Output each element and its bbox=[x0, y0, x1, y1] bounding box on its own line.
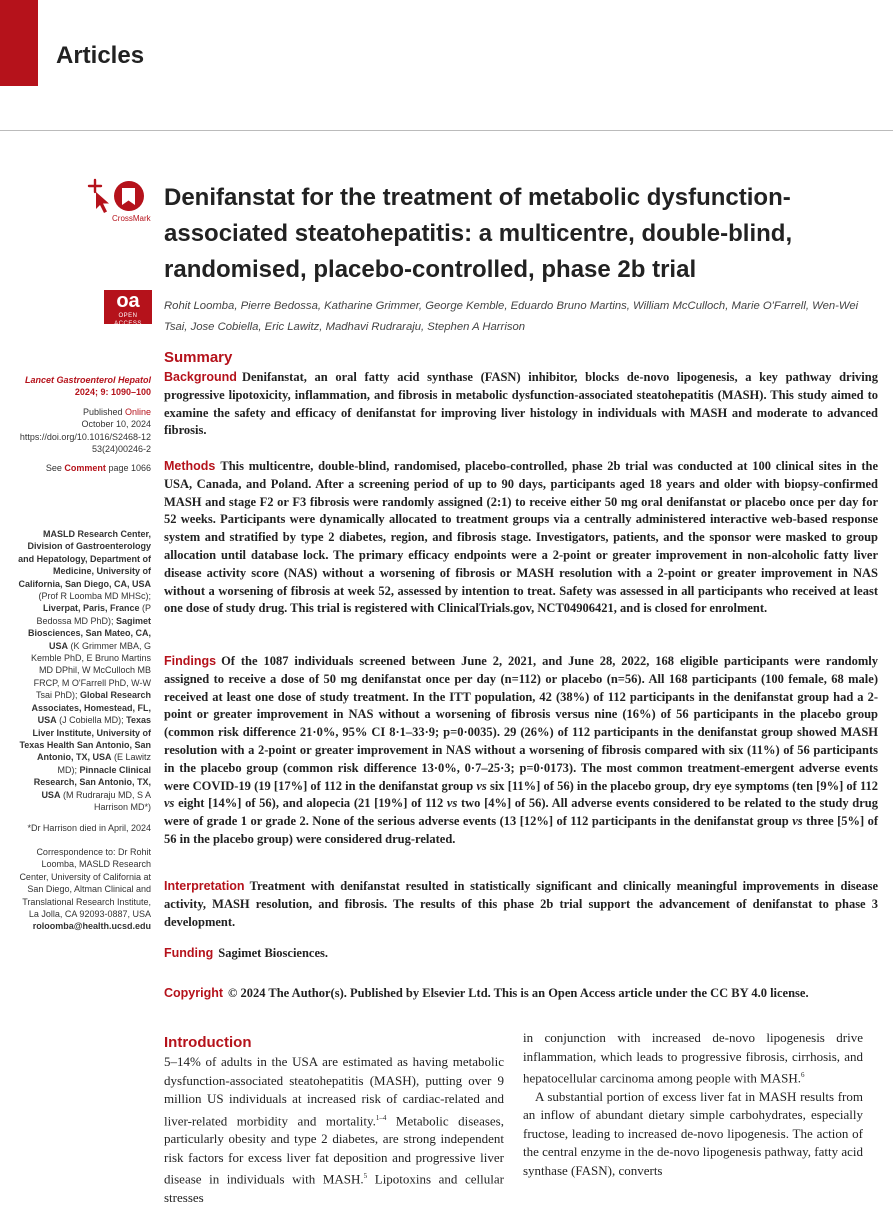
abstract-methods bbox=[164, 458, 878, 618]
findings-text-d: two [4%] of 56). All adverse events considered to be related to the study drug were of grade 1 or grade 2. None of the serious adverse events (13 [12%] of 112 participants in the denifanstat group bbox=[164, 796, 878, 829]
open-access-short: oa bbox=[116, 290, 140, 312]
see-prefix: See bbox=[45, 463, 62, 474]
comment-page: page 1066 bbox=[108, 463, 151, 474]
introduction-heading: Introduction bbox=[164, 1034, 252, 1051]
copyright-label: Copyright bbox=[164, 986, 224, 1000]
findings-text-b: six [11%] of 56) in the placebo group, dry eye symptoms (ten [9%] of 112 bbox=[489, 778, 879, 793]
intro-column-left bbox=[164, 1053, 504, 1208]
intro-paragraph-2 bbox=[523, 1029, 863, 1088]
affiliation-5-people: (E Lawitz MD); bbox=[57, 752, 151, 775]
sidebar-citation bbox=[18, 374, 151, 482]
methods-text: This multicentre, double-blind, randomised, placebo-controlled, phase 2b trial was conducted at 100 clinical sites in the USA, Canada, and Poland. After a screening period of up to 90 days, participants aged 18 years and older with biopsy-confirmed MASH and stage F2 or F3 fibrosis were randomly assigned (2:1) to receive either 50 mg oral denifanstat or placebo once per day for 52 weeks. Participants were dynamically allocated to treatment groups via a centrally administered interactive web-based response system and stratified by type 2 diabetes, region, and fibrosis stage. Investigators, patients, and the sponsor were masked to group allocation until database lock. The primary efficacy endpoints were a 2-point or greater improvement in non-alcoholic fatty liver disease activity score (NAS) without a worsening of fibrosis or MASH resolution with a 2-point or greater improvement in NAS without a worsening of fibrosis at week 52, assessed by intention to treat. Safety was assessed in all participants who received at least one dose of study drug. This trial is registered with ClinicalTrials.gov, NCT04906421, and is closed for enrolment. bbox=[164, 459, 878, 616]
affiliation-6: Pinnacle Clinical Research, San Antonio, TX, USA bbox=[33, 764, 151, 800]
affiliation-1: MASLD Research Center, Division of Gastroenterology and Hepatology, Department of Medicine, University of California, San Diego, CA, USA bbox=[18, 529, 151, 589]
correspondence-text: Correspondence to: Dr Rohit Loomba, MASLD Research Center, University of California at San Diego, Altman Clinical and Translational Research Institute, La Jolla, CA 92093-0887, USA bbox=[19, 847, 151, 920]
affiliation-6-people: (M Rudraraju MD, S A Harrison MD*) bbox=[62, 789, 151, 812]
copyright-text: © 2024 The Author(s). Published by Elsevier Ltd. This is an Open Access article under the CC BY 4.0 license. bbox=[228, 986, 809, 1000]
funding-text: Sagimet Biosciences. bbox=[218, 946, 329, 960]
comment-link[interactable]: Comment bbox=[64, 463, 106, 474]
published-label: Published bbox=[82, 406, 123, 417]
header-divider bbox=[0, 130, 893, 131]
vs-3: vs bbox=[446, 796, 458, 811]
affiliation-5: Texas Liver Institute, University of Texas Health San Antonio, San Antonio, TX, USA bbox=[19, 715, 151, 763]
open-access-label: OPEN ACCESS bbox=[114, 313, 142, 327]
intro-paragraph-3: A substantial portion of excess liver fat in MASH results from an inflow of abundant dietary simple carbohydrates, especially fructose, leading to increased de-novo lipogenesis. The action of the central enzyme in the de-novo lipogenesis pathway, fatty acid synthase (FASN), converts bbox=[523, 1088, 863, 1178]
vs-4: vs bbox=[792, 814, 803, 829]
abstract-findings bbox=[164, 653, 878, 849]
abstract-copyright bbox=[164, 985, 878, 1003]
contact-email[interactable]: roloomba@health.ucsd.edu bbox=[32, 921, 151, 932]
published-date: October 10, 2024 bbox=[81, 419, 151, 430]
vs-2: vs bbox=[164, 796, 175, 811]
journal-issue: 2024; 9: 1090–100 bbox=[74, 387, 151, 398]
article-title: Denifanstat for the treatment of metabolic dysfunction-associated steatohepatitis: a multicentre, double-blind, randomised, placebo-controlled, phase 2b trial bbox=[164, 184, 793, 283]
findings-text-c: eight [14%] of 56), and alopecia (21 [19%] of 112 bbox=[178, 796, 444, 811]
intro-column-right bbox=[523, 1029, 863, 1180]
journal-name: Lancet Gastroenterol Hepatol bbox=[24, 375, 151, 385]
open-access-badge bbox=[104, 290, 152, 327]
interpretation-label: Interpretation bbox=[164, 879, 245, 893]
abstract-funding bbox=[164, 945, 878, 963]
abstract-interpretation bbox=[164, 878, 878, 931]
intro-p1-b: Metabolic diseases, particularly obesity and type 2 diabetes, are strong independent risk factors for excess liver fat deposition and progressive liver disease in individuals with MASH. bbox=[164, 1112, 504, 1187]
crossmark-label: CrossMark bbox=[112, 214, 151, 223]
journal-color-bar bbox=[0, 0, 38, 86]
interpretation-text: Treatment with denifanstat resulted in statistically significant and clinically meaningful improvements in disease activity, MASH resolution, and fibrosis. The results of this phase 2b trial support the advancement of denifanstat to phase 3 development. bbox=[164, 879, 878, 929]
findings-label: Findings bbox=[164, 654, 217, 668]
affiliation-3-people: (K Grimmer MBA, G Kemble PhD, E Bruno Martins MD DPhil, W McCulloch MB FRCP, M O'Farrell PhD, W-W Tsai PhD); bbox=[30, 640, 151, 701]
background-label: Background bbox=[164, 370, 237, 384]
affiliation-1-people: (Prof R Loomba MD MHSc); bbox=[38, 591, 151, 602]
intro-ref-1: 1–4 bbox=[375, 1113, 387, 1122]
findings-text-a: Of the 1087 individuals screened between June 2, 2021, and June 28, 2022, 168 eligible participants were randomly assigned to receive a dose of 50 mg denifanstat once per day (n=112) or placebo (n=56). All 168 participants (100 female, 68 male) received at least one dose of study treatment. In the ITT population, 42 (38%) of 112 participants in the denifanstat group had a 2-point or greater improvement in NAS without a worsening of fibrosis versus nine (16%) of 56 participants in the placebo group (common risk difference 21·0%, 95% CI 8·1–33·9; p=0·0035). 29 (26%) of 112 participants in the denifanstat group showed MASH resolution with a 2-point or greater improvement in NAS without a worsening of fibrosis compared with six (11%) of 56 participants in the placebo group (common risk difference 13·0%, 0·7–25·3; p=0·0173). The most common treatment-emergent adverse events were COVID-19 (19 [17%] of 112 in the denifanstat group bbox=[164, 654, 878, 793]
published-status: Online bbox=[124, 406, 151, 417]
author-list: Rohit Loomba, Pierre Bedossa, Katharine Grimmer, George Kemble, Eduardo Bruno Martins, William McCulloch, Marie O'Farrell, Wen-Wei Tsai, Jose Cobiella, Eric Lawitz, Madhavi Rudraraju, Stephen A Harrison bbox=[164, 300, 859, 333]
sidebar-affiliations bbox=[18, 528, 151, 813]
methods-label: Methods bbox=[164, 459, 216, 473]
intro-ref-3: 6 bbox=[800, 1071, 805, 1079]
doi-link[interactable]: https://doi.org/10.1016/S2468-1253(24)00246-2 bbox=[19, 431, 151, 455]
vs-1: vs bbox=[476, 778, 487, 793]
summary-heading: Summary bbox=[164, 349, 233, 366]
intro-paragraph-1 bbox=[164, 1053, 504, 1208]
funding-label: Funding bbox=[164, 946, 214, 960]
section-title: Articles bbox=[56, 42, 145, 69]
affiliation-2: Liverpat, Paris, France bbox=[42, 603, 140, 614]
background-text: Denifanstat, an oral fatty acid synthase (FASN) inhibitor, blocks de-novo lipogenesis, a key pathway driving progressive lipotoxicity, inflammation, and fibrosis in metabolic dysfunction-associated steatohepatitis (MASH). This study aimed to examine the safety and efficacy of denifanstat for improving liver histology in individuals with MASH and moderate to advanced fibrosis. bbox=[164, 370, 878, 438]
intro-p1-c: Lipotoxins and cellular stresses bbox=[164, 1171, 504, 1206]
deceased-note: *Dr Harrison died in April, 2024 bbox=[27, 823, 151, 833]
affiliation-4: Global Research Associates, Homestead, FL, USA bbox=[31, 690, 151, 726]
intro-p1-a: 5–14% of adults in the USA are estimated as having metabolic dysfunction-associated steatohepatitis (MASH), putting over 9 million US individuals at increased risk of cardiac-related and liver-related morbidity and mortality. bbox=[164, 1054, 504, 1128]
affiliation-4-people: (J Cobiella MD); bbox=[59, 715, 124, 726]
intro-ref-2: 5 bbox=[363, 1172, 368, 1181]
affiliation-3: Sagimet Biosciences, San Mateo, CA, USA bbox=[27, 615, 151, 651]
abstract-background bbox=[164, 369, 878, 440]
intro-p2-text: in conjunction with increased de-novo lipogenesis drive inflammation, which leads to progressive fibrosis, cirrhosis, and hepatocellular carcinoma among people with MASH. bbox=[523, 1030, 863, 1086]
findings-text-e: three [5%] of 56 in the placebo group) were considered drug-related. bbox=[164, 814, 879, 846]
sidebar-correspondence bbox=[18, 846, 151, 933]
affiliation-2-people: (P Bedossa MD PhD); bbox=[36, 603, 151, 626]
